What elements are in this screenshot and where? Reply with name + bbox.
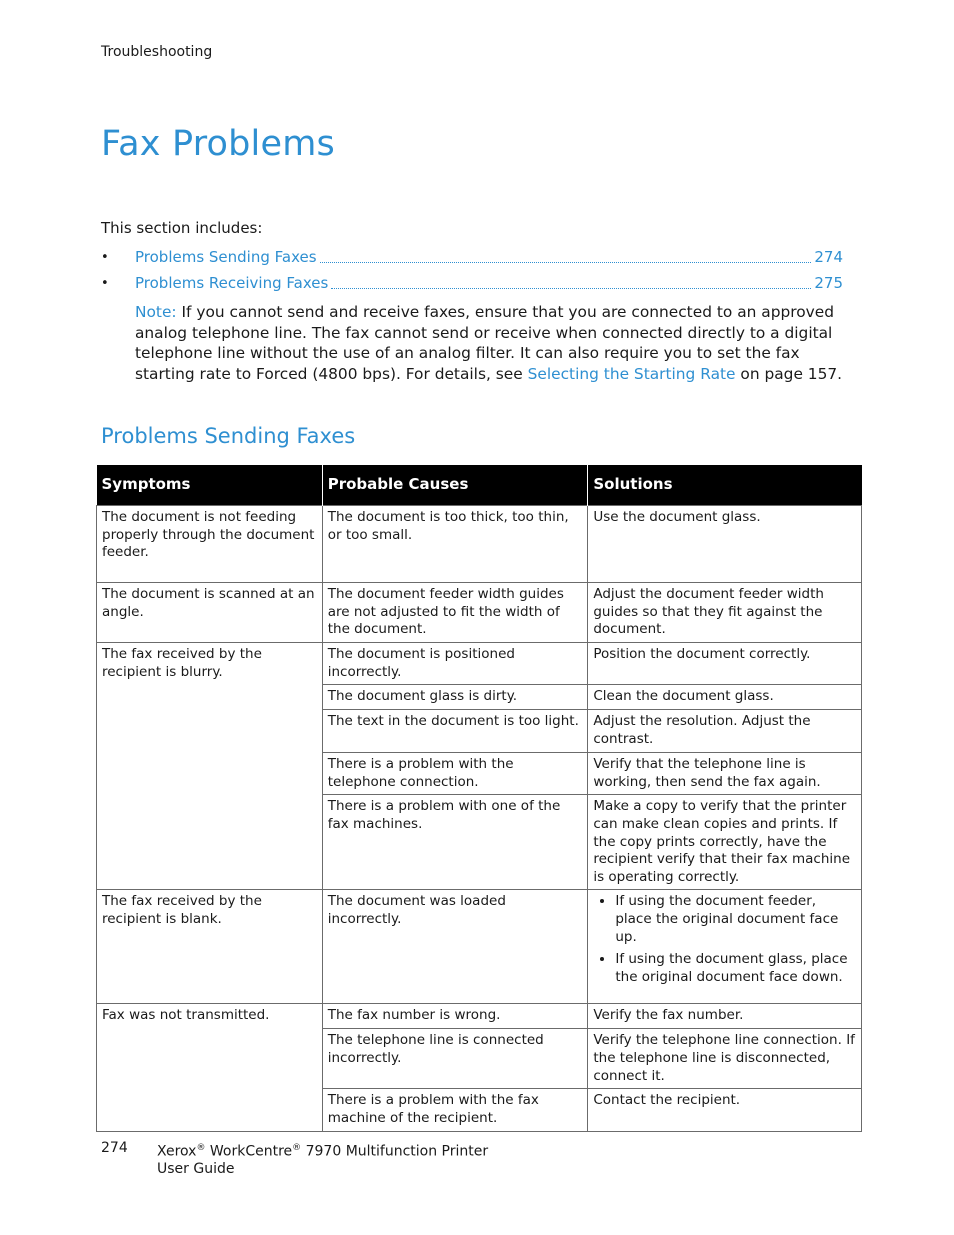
- symptom-cell: The fax received by the recipient is blurry.: [97, 643, 323, 890]
- solution-cell: Adjust the resolution. Adjust the contrast.: [588, 710, 862, 753]
- toc-item[interactable]: [101, 270, 843, 296]
- product-name: WorkCentre: [205, 1143, 293, 1160]
- page-number: 274: [101, 1140, 128, 1156]
- product-info: [157, 1140, 488, 1179]
- starting-rate-link[interactable]: Selecting the Starting Rate: [527, 364, 736, 383]
- cause-cell: There is a problem with one of the fax machines.: [322, 795, 588, 890]
- intro-text: This section includes:: [101, 219, 263, 237]
- cause-cell: The document is positioned incorrectly.: [322, 643, 588, 685]
- toc-link-receiving[interactable]: Problems Receiving Faxes: [135, 274, 329, 292]
- symptom-cell: The document is scanned at an angle.: [97, 583, 323, 643]
- toc-page-number[interactable]: 274: [814, 248, 843, 266]
- page-title: Fax Problems: [101, 124, 335, 164]
- table-header-row: [97, 465, 862, 506]
- symptom-cell: Fax was not transmitted.: [97, 1004, 323, 1131]
- solution-cell: Clean the document glass.: [588, 685, 862, 710]
- solution-cell: Verify the telephone line connection. If the telephone line is disconnected, connect it.: [588, 1029, 862, 1089]
- solution-list: [593, 893, 856, 986]
- registered-mark: ®: [292, 1143, 302, 1153]
- toc-link-sending[interactable]: Problems Sending Faxes: [135, 248, 317, 266]
- solution-cell: Contact the recipient.: [588, 1089, 862, 1131]
- product-model: 7970 Multifunction Printer: [301, 1143, 489, 1160]
- note-label: Note:: [135, 303, 177, 321]
- table-row: [97, 643, 862, 685]
- column-header-causes: Probable Causes: [322, 465, 588, 506]
- solution-cell: [588, 890, 862, 1004]
- list-item: • If using the document glass, place the original document face down.: [615, 951, 856, 986]
- doc-type: User Guide: [157, 1161, 235, 1178]
- table-row: [97, 890, 862, 1004]
- toc-item[interactable]: [101, 244, 843, 270]
- solution-cell: Position the document correctly.: [588, 643, 862, 685]
- registered-mark: ®: [196, 1143, 206, 1153]
- cause-cell: The fax number is wrong.: [322, 1004, 588, 1029]
- solution-cell: Use the document glass.: [588, 506, 862, 583]
- solution-cell: Adjust the document feeder width guides so that they fit against the document.: [588, 583, 862, 643]
- cause-cell: There is a problem with the telephone connection.: [322, 753, 588, 795]
- solution-cell: Verify the fax number.: [588, 1004, 862, 1029]
- symptom-cell: The document is not feeding properly through the document feeder.: [97, 506, 323, 583]
- solution-cell: Make a copy to verify that the printer can make clean copies and prints. If the copy prints correctly, have the recipient verify that their fax machine is operating correctly.: [588, 795, 862, 890]
- note-text: If you cannot send and receive faxes, ensure that you are connected to an approved analog telephone line. The fax cannot send or receive when connected directly to a digital telephone line without the use of an analog filter. It can also require you to set the fax starting rate to Forced (4800 bps). For details, see: [135, 303, 834, 383]
- table-row: [97, 583, 862, 643]
- symptom-cell: The fax received by the recipient is blank.: [97, 890, 323, 1004]
- note-paragraph: [135, 302, 860, 384]
- note-text-end: on page 157.: [735, 364, 843, 383]
- solution-cell: Verify that the telephone line is working, then send the fax again.: [588, 753, 862, 795]
- list-item: • If using the document feeder, place the original document face up.: [615, 893, 856, 946]
- table-row: [97, 1004, 862, 1029]
- cause-cell: The document glass is dirty.: [322, 685, 588, 710]
- column-header-solutions: Solutions: [588, 465, 862, 506]
- brand-name: Xerox: [157, 1143, 197, 1160]
- cause-cell: The telephone line is connected incorrectly.: [322, 1029, 588, 1089]
- cause-cell: The text in the document is too light.: [322, 710, 588, 753]
- toc-page-number[interactable]: 275: [814, 274, 843, 292]
- cause-cell: The document is too thick, too thin, or too small.: [322, 506, 588, 583]
- table-of-contents: [101, 244, 843, 296]
- table-row: [97, 506, 862, 583]
- cause-cell: There is a problem with the fax machine of the recipient.: [322, 1089, 588, 1131]
- section-title: Problems Sending Faxes: [101, 424, 356, 448]
- bullet-icon: •: [101, 275, 109, 291]
- bullet-icon: •: [101, 249, 109, 265]
- toc-leader-dots: [331, 288, 811, 289]
- cause-cell: The document was loaded incorrectly.: [322, 890, 588, 1004]
- cause-cell: The document feeder width guides are not adjusted to fit the width of the document.: [322, 583, 588, 643]
- troubleshooting-table: [96, 465, 862, 1132]
- running-header: Troubleshooting: [101, 44, 213, 60]
- toc-leader-dots: [320, 262, 812, 263]
- column-header-symptoms: Symptoms: [97, 465, 323, 506]
